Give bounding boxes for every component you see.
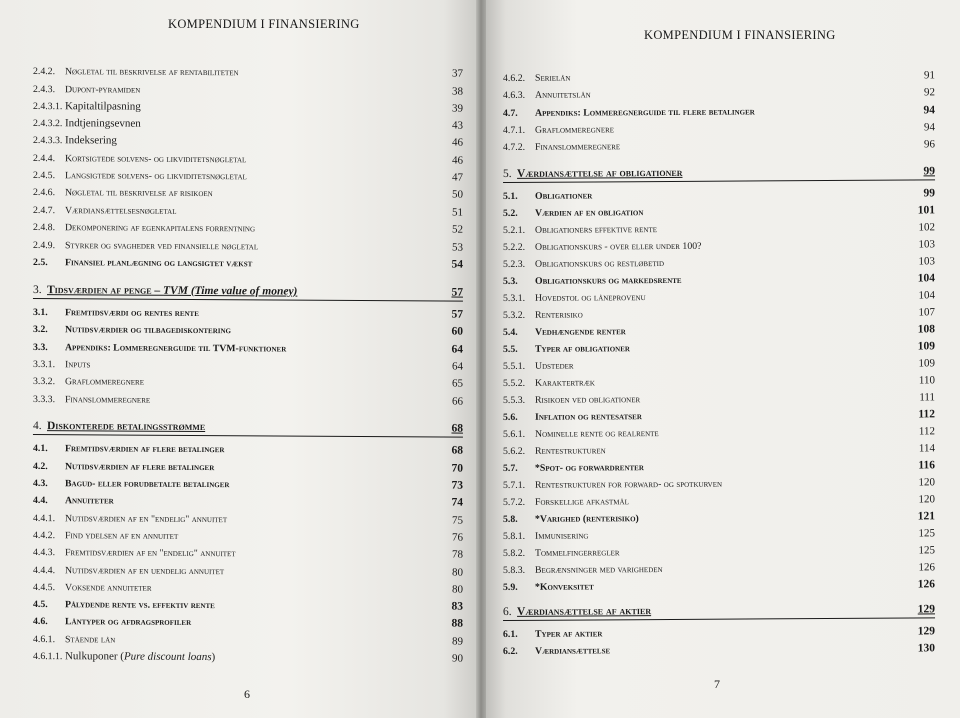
toc-entry-page: 47 xyxy=(451,171,464,184)
toc-entry-number: 6.1. xyxy=(502,628,518,640)
toc-entry-number: 5.2.1. xyxy=(502,224,526,236)
toc-entry xyxy=(503,305,935,323)
toc-entry xyxy=(33,597,463,615)
toc-entry-page: 92 xyxy=(923,86,936,99)
toc-entry-title: Nominelle rente og realrente xyxy=(534,428,659,440)
toc-entry-number: 5.4. xyxy=(502,326,518,338)
toc-entry xyxy=(503,373,935,391)
toc-entry-title: Inflation og rentesatser xyxy=(534,411,642,423)
toc-entry xyxy=(33,220,463,238)
toc-entry-page: 60 xyxy=(451,325,464,338)
toc-entry-page: 108 xyxy=(917,323,936,336)
toc-entry-number: 2.4.3. xyxy=(32,84,56,96)
toc-entry xyxy=(503,577,935,595)
toc-entry xyxy=(33,168,463,186)
toc-entry-page: 80 xyxy=(451,566,464,579)
toc-entry-page: 64 xyxy=(451,360,464,373)
toc-entry-title: Dekomponering af egenkapitalens forrentning xyxy=(64,222,256,235)
toc-entry-page: 39 xyxy=(451,102,464,115)
toc-entry-number: 6.2. xyxy=(502,645,518,657)
toc-entry xyxy=(503,237,935,255)
toc-entry-title: Indtjeningsevnen xyxy=(64,117,141,130)
toc-entry-title: Styrker og svagheder ved finansielle nøgletal xyxy=(64,240,259,253)
toc-entry-page: 99 xyxy=(923,165,936,178)
toc-entry-number: 4.6.3. xyxy=(502,89,526,101)
toc-entry xyxy=(33,322,463,340)
toc-entry xyxy=(503,220,935,238)
toc-entry xyxy=(33,545,463,563)
toc-entry-page: 66 xyxy=(451,395,464,408)
toc-entry-title: Langsigtede solvens- og likviditetsnøgletal xyxy=(64,170,247,183)
toc-entry xyxy=(33,305,463,323)
toc-entry xyxy=(33,563,463,581)
toc-entry-page: 43 xyxy=(451,119,464,132)
toc-entry-number: 4.7.1. xyxy=(502,124,526,136)
toc-entry-number: 5.5. xyxy=(502,343,518,355)
toc-entry xyxy=(503,509,935,527)
toc-entry xyxy=(503,254,935,272)
toc-entry-title: Fremtidsværdi og rentes rente xyxy=(64,307,199,320)
toc-entry-number: 4.6.2. xyxy=(502,72,526,84)
toc-entry-number: 2.4.3.1. xyxy=(32,101,63,113)
toc-entry-number: 5.8.2. xyxy=(502,547,526,559)
toc-entry-title: Nulkuponer (Pure discount loans) xyxy=(64,650,216,664)
toc-entry-title: Obligationskurs og restløbetid xyxy=(534,258,665,270)
toc-entry xyxy=(503,322,935,340)
toc-entry-number: 4.7. xyxy=(502,107,518,119)
toc-entry-title: Værdiansættelse af aktier xyxy=(516,605,652,618)
toc-entry-number: 5.9. xyxy=(502,581,518,593)
toc-entry-page: 91 xyxy=(923,69,936,82)
toc-chapter-entry xyxy=(503,602,935,621)
toc-entry-page: 46 xyxy=(451,136,464,149)
toc-entry xyxy=(503,339,935,357)
toc-entry-page: 51 xyxy=(451,206,464,219)
toc-entry-title: Voksende annuiteter xyxy=(64,582,152,594)
toc-entry-number: 5.8. xyxy=(502,513,518,525)
toc-entry xyxy=(503,390,935,408)
toc-entry-number: 4.4. xyxy=(32,495,48,507)
toc-entry-number: 4.6.1. xyxy=(32,634,56,646)
toc-entry xyxy=(503,137,935,155)
book-gutter xyxy=(476,0,486,718)
toc-entry xyxy=(503,441,935,459)
toc-entry xyxy=(503,560,935,578)
toc-entry-page: 130 xyxy=(917,642,936,655)
toc-entry-page: 125 xyxy=(918,544,936,557)
toc-entry-page: 73 xyxy=(451,479,464,492)
toc-entry-page: 54 xyxy=(451,258,464,271)
toc-entry-title: Appendiks: Lommeregnerguide til flere betalinger xyxy=(534,106,755,119)
toc-entry-page: 57 xyxy=(451,308,464,321)
toc-entry-page: 53 xyxy=(451,241,464,254)
toc-entry-page: 126 xyxy=(917,578,936,591)
toc-entry xyxy=(503,186,935,204)
toc-entry xyxy=(33,151,463,169)
toc-entry-page: 114 xyxy=(918,442,936,455)
toc-entry xyxy=(33,185,463,203)
toc-entry-title: Vedhængende renter xyxy=(534,326,626,338)
toc-chapter-entry xyxy=(33,419,463,438)
toc-entry-number: 3.3.3. xyxy=(32,394,56,406)
toc-entry-number: 4. xyxy=(32,420,42,433)
toc-entry-number: 5.6.1. xyxy=(502,428,526,440)
toc-entry-title: Dupont-pyramiden xyxy=(64,84,141,96)
toc-entry-title: Kapitaltilpasning xyxy=(64,100,141,113)
toc-entry-page: 75 xyxy=(451,514,464,527)
toc-entry-number: 4.4.5. xyxy=(32,582,56,594)
toc-entry-number: 3.3. xyxy=(32,342,48,354)
toc-entry-title: Risikoen ved obligationer xyxy=(534,394,641,406)
toc-entry-title: Pålydende rente vs. effektiv rente xyxy=(64,599,215,612)
toc-entry-page: 107 xyxy=(918,306,936,319)
toc-entry xyxy=(33,82,463,100)
toc-entry-title: Hovedstol og låneprovenu xyxy=(534,292,646,304)
toc-entry xyxy=(503,424,935,442)
toc-entry-number: 5.3.1. xyxy=(502,292,526,304)
toc-entry-title: Obligationer xyxy=(534,190,593,202)
toc-entry-title: Fremtidsværdien af en "endelig" annuitet xyxy=(64,547,236,560)
toc-entry xyxy=(33,649,463,667)
toc-entry-page: 112 xyxy=(918,425,936,438)
toc-entry-title: Kortsigtede solvens- og likviditetsnøgletal xyxy=(64,153,247,166)
toc-entry xyxy=(33,374,463,392)
toc-entry-title: Værdiansættelse af obligationer xyxy=(516,166,683,180)
toc-entry-title: Værdiansættelse xyxy=(534,645,611,657)
toc-entry-title: Finanslommeregnere xyxy=(64,394,151,406)
toc-entry-page: 103 xyxy=(918,255,936,268)
toc-entry-page: 120 xyxy=(918,476,936,489)
toc-entry-title: Nutidsværdien af flere betalinger xyxy=(64,461,215,474)
toc-entry-title: Karaktertræk xyxy=(534,377,595,389)
toc-entry-number: 4.6.1.1. xyxy=(32,651,63,663)
toc-chapter-entry xyxy=(503,164,935,183)
toc-entry xyxy=(503,407,935,425)
toc-entry-page: 80 xyxy=(451,583,464,596)
toc-entry-number: 5.3.2. xyxy=(502,309,526,321)
toc-entry-title: Værdiansættelsesnøgletal xyxy=(64,205,177,217)
toc-entry-title: Udsteder xyxy=(534,360,574,372)
toc-entry-page: 111 xyxy=(919,391,936,404)
page-header: KOMPENDIUM I FINANSIERING xyxy=(644,28,836,42)
toc-entry-title: Bagud- eller forudbetalte betalinger xyxy=(64,478,230,491)
toc-entry xyxy=(33,99,463,117)
toc-entry-title: Finanslommeregnere xyxy=(534,141,621,153)
toc-entry-title: Obligationskurs - over eller under 100? xyxy=(534,240,702,253)
toc-entry xyxy=(503,641,935,659)
toc-entry-number: 3.3.2. xyxy=(32,376,56,388)
toc-entry xyxy=(503,120,935,138)
toc-entry-title: Find ydelsen af en annuitet xyxy=(64,530,179,542)
toc-entry xyxy=(503,543,935,561)
toc-entry-number: 3.2. xyxy=(32,324,48,336)
toc-entry xyxy=(503,356,935,374)
toc-entry-title: Annuiteter xyxy=(64,495,114,507)
toc-entry-page: 89 xyxy=(451,635,464,648)
toc-entry-page: 129 xyxy=(917,625,936,638)
toc-entry-number: 5.3. xyxy=(502,275,518,287)
toc-entry xyxy=(503,85,935,103)
toc-entry-title: Nutidsværdier og tilbagediskontering xyxy=(64,324,232,337)
toc-entry-number: 5.5.1. xyxy=(502,360,526,372)
toc-entry-page: 65 xyxy=(451,377,464,390)
toc-entry-page: 68 xyxy=(451,422,464,435)
toc-entry-page: 121 xyxy=(917,510,936,523)
toc-entry-number: 2.4.7. xyxy=(32,205,56,217)
toc-entry-title: Indeksering xyxy=(64,134,117,147)
toc-entry-title: Rentestrukturen for forward- og spotkurven xyxy=(534,478,723,491)
toc-entry-title: Immunisering xyxy=(534,530,589,542)
toc-entry-number: 5.5.3. xyxy=(502,394,526,406)
toc-entry-title: Nutidsværdien af en uendelig annuitet xyxy=(64,565,225,578)
toc-entry-page: 37 xyxy=(451,67,464,80)
toc-entry-number: 4.4.2. xyxy=(32,530,56,542)
toc-entry xyxy=(503,288,935,306)
toc-entry xyxy=(33,528,463,546)
toc-entry-number: 2.5. xyxy=(32,257,48,269)
toc-entry xyxy=(503,492,935,510)
toc-entry-number: 4.7.2. xyxy=(502,141,526,153)
toc-entry-number: 5.7. xyxy=(502,462,518,474)
toc-entry-page: 129 xyxy=(917,603,936,616)
toc-entry-number: 2.4.4. xyxy=(32,153,56,165)
toc-entry xyxy=(33,357,463,375)
toc-entry-page: 102 xyxy=(918,221,936,234)
toc-entry-title: Graflommeregnere xyxy=(534,124,615,136)
toc-entry-title: Rentestrukturen xyxy=(534,445,606,457)
toc-entry-page: 78 xyxy=(451,548,464,561)
toc-entry-number: 2.4.8. xyxy=(32,222,56,234)
toc-entry-title: Typer af obligationer xyxy=(534,343,630,355)
toc-entry xyxy=(503,271,935,289)
toc-entry-number: 5. xyxy=(502,167,512,180)
toc-entry-page: 88 xyxy=(451,617,464,630)
toc-entry-number: 4.4.1. xyxy=(32,513,56,525)
toc-entry-title: Typer af aktier xyxy=(534,628,603,640)
toc-entry-title: Annuitetslån xyxy=(534,89,591,101)
toc-entry-page: 109 xyxy=(918,357,936,370)
toc-chapter-entry xyxy=(33,283,463,302)
toc-entry-title: Nøgletal til beskrivelse af rentabiliteten xyxy=(64,66,239,79)
toc-entry-title: Nutidsværdien af en "endelig" annuitet xyxy=(64,513,228,526)
toc-entry xyxy=(33,459,463,477)
toc-entry-page: 109 xyxy=(917,340,936,353)
page-number: 6 xyxy=(244,687,250,701)
toc-entry-title: Renterisiko xyxy=(534,309,583,321)
toc-entry-page: 103 xyxy=(918,238,936,251)
toc-entry-page: 94 xyxy=(923,121,936,134)
toc-entry-number: 2.4.3.3. xyxy=(32,135,63,147)
toc-entry-page: 68 xyxy=(451,444,464,457)
toc-entry xyxy=(33,580,463,598)
toc-entry-number: 4.5. xyxy=(32,599,48,611)
toc-entry-page: 50 xyxy=(451,188,464,201)
toc-entry-page: 99 xyxy=(923,187,936,200)
toc-entry xyxy=(33,392,463,410)
toc-entry-title: *Konveksitet xyxy=(534,581,594,593)
toc-entry-number: 4.3. xyxy=(32,478,48,490)
toc-entry-title: Tidsværdien af penge – TVM (Time value of money) xyxy=(46,284,298,298)
toc-entry-page: 57 xyxy=(451,286,464,299)
toc-entry-number: 4.6. xyxy=(32,616,48,628)
toc-entry-title: Obligationskurs og markedsrente xyxy=(534,274,682,287)
toc-entry-number: 6. xyxy=(502,605,512,618)
toc-entry-number: 5.1. xyxy=(502,190,518,202)
toc-entry-page: 70 xyxy=(451,462,464,475)
toc-entry xyxy=(33,476,463,494)
toc-entry-number: 5.7.1. xyxy=(502,479,526,491)
toc-entry xyxy=(33,493,463,511)
toc-entry-title: Serielån xyxy=(534,72,571,84)
toc-entry-title: Låntyper og afdragsprofiler xyxy=(64,616,192,628)
toc-entry-page: 116 xyxy=(918,459,936,472)
toc-entry-number: 5.5.2. xyxy=(502,377,526,389)
toc-entry xyxy=(503,526,935,544)
toc-entry-number: 5.8.1. xyxy=(502,530,526,542)
toc-entry-page: 94 xyxy=(923,104,936,117)
toc-entry xyxy=(33,238,463,256)
toc-entry-page: 52 xyxy=(451,223,464,236)
toc-entry-number: 4.4.3. xyxy=(32,547,56,559)
toc-entry-number: 5.2. xyxy=(502,207,518,219)
toc-entry-title: Fremtidsværdien af flere betalinger xyxy=(64,443,225,456)
toc-entry-page: 96 xyxy=(923,138,936,151)
toc-entry-title: Tommelfingerregler xyxy=(534,547,620,559)
toc-entry-title: Værdien af en obligation xyxy=(534,207,644,219)
toc-entry-number: 2.4.3.2. xyxy=(32,118,63,130)
toc-entry-number: 5.2.2. xyxy=(502,241,526,253)
toc-entry-number: 4.4.4. xyxy=(32,565,56,577)
toc-entry-title: Finansiel planlægning og langsigtet vækst xyxy=(64,257,253,270)
toc-entry-title: Inputs xyxy=(64,359,91,371)
toc-entry-page: 126 xyxy=(918,561,936,574)
toc-entry-title: Appendiks: Lommeregnerguide til TVM-funktioner xyxy=(64,342,287,355)
toc-entry-number: 5.6. xyxy=(502,411,518,423)
toc-entry-page: 64 xyxy=(451,343,464,356)
toc-entry-page: 90 xyxy=(451,652,464,665)
toc-entry-title: Obligationers effektive rente xyxy=(534,224,658,236)
toc-entry xyxy=(503,103,935,121)
toc-entry-page: 83 xyxy=(451,600,464,613)
toc-entry xyxy=(33,632,463,650)
toc-entry xyxy=(33,340,463,358)
toc-entry-number: 3.1. xyxy=(32,307,48,319)
page-header: KOMPENDIUM I FINANSIERING xyxy=(168,17,360,31)
toc-entry-number: 2.4.9. xyxy=(32,240,56,252)
toc-entry-number: 5.6.2. xyxy=(502,445,526,457)
toc-entry xyxy=(503,68,935,86)
toc-entry xyxy=(33,614,463,632)
toc-entry-page: 74 xyxy=(451,496,464,509)
toc-entry-number: 5.7.2. xyxy=(502,496,526,508)
toc-entry-title: Stående lån xyxy=(64,634,116,646)
toc-entry-title: Forskellige afkastmål xyxy=(534,496,629,508)
toc-entry xyxy=(33,511,463,529)
toc-entry-page: 112 xyxy=(918,408,936,421)
toc-entry-number: 5.2.3. xyxy=(502,258,526,270)
toc-entry xyxy=(503,624,935,642)
toc-entry-page: 125 xyxy=(918,527,936,540)
toc-entry-title: Nøgletal til beskrivelse af risikoen xyxy=(64,187,213,200)
toc-entry xyxy=(33,441,463,459)
toc-entry-number: 3. xyxy=(32,284,42,297)
toc-entry-title: Graflommeregnere xyxy=(64,376,145,388)
toc-entry-number: 2.4.5. xyxy=(32,170,56,182)
toc-entry-page: 46 xyxy=(451,154,464,167)
toc-entry-page: 104 xyxy=(918,289,936,302)
toc-entry-page: 76 xyxy=(451,531,464,544)
page-number: 7 xyxy=(714,677,720,691)
toc-entry xyxy=(503,458,935,476)
toc-entry-page: 110 xyxy=(918,374,936,387)
toc-entry-page: 104 xyxy=(917,272,936,285)
toc-entry-number: 4.2. xyxy=(32,461,48,473)
toc-entry-page: 101 xyxy=(917,204,936,217)
toc-entry-number: 5.8.3. xyxy=(502,564,526,576)
toc-entry-page: 38 xyxy=(451,85,464,98)
toc-entry xyxy=(503,475,935,493)
toc-entry xyxy=(33,116,463,134)
toc-entry-number: 4.1. xyxy=(32,443,48,455)
toc-entry xyxy=(33,133,463,151)
toc-entry xyxy=(503,203,935,221)
toc-entry xyxy=(33,203,463,221)
toc-entry xyxy=(33,255,463,273)
toc-entry xyxy=(33,64,463,82)
toc-entry-title: *Varighed (renterisiko) xyxy=(534,513,639,525)
toc-entry-title: Diskonterede betalingsstrømme xyxy=(46,420,206,434)
toc-entry-number: 3.3.1. xyxy=(32,359,56,371)
toc-entry-title: Begrænsninger med varigheden xyxy=(534,564,663,576)
right-page xyxy=(482,0,960,718)
toc-entry-number: 2.4.2. xyxy=(32,66,56,78)
toc-entry-page: 120 xyxy=(918,493,936,506)
toc-entry-title: *Spot- og forwardrenter xyxy=(534,462,644,474)
toc-entry-number: 2.4.6. xyxy=(32,187,56,199)
